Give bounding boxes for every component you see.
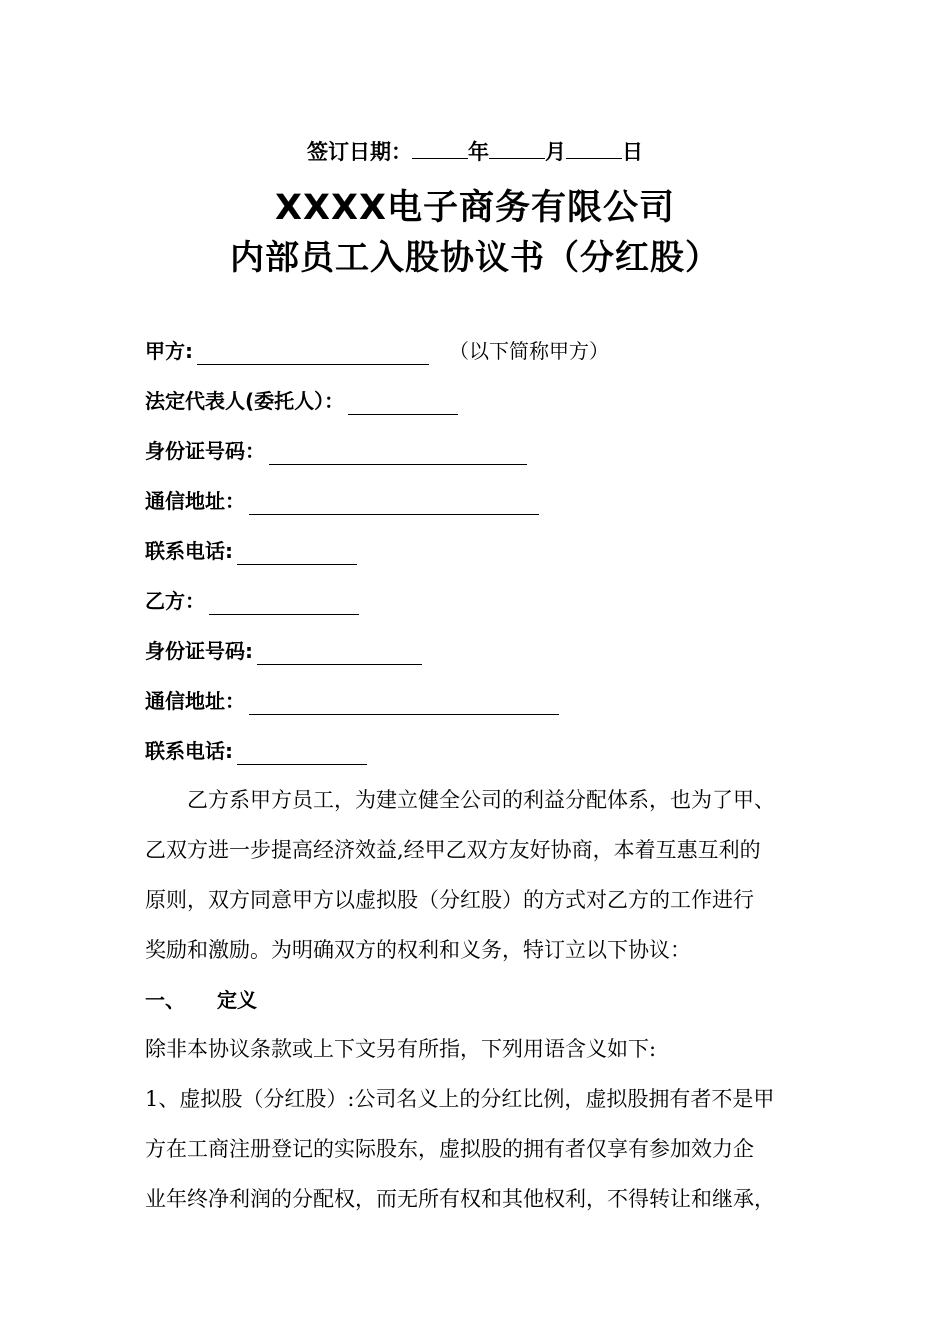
address-b-label: 通信地址：	[145, 689, 245, 713]
agreement-title: 内部员工入股协议书（分红股）	[230, 238, 720, 278]
intro-line: 乙双方进一步提高经济效益,经甲乙双方友好协商，本着互惠互利的	[145, 838, 761, 862]
id-number-a-blank[interactable]	[269, 442, 527, 465]
company-title: XXXX电子商务有限公司	[275, 188, 675, 228]
day-label: 日	[622, 140, 643, 164]
legal-rep-label: 法定代表人(委托人）：	[145, 389, 345, 413]
phone-a-label: 联系电话:	[145, 539, 233, 563]
year-label: 年	[468, 140, 489, 164]
phone-b-blank[interactable]	[237, 742, 367, 765]
year-blank[interactable]	[412, 138, 468, 159]
intro-line: 乙方系甲方员工，为建立健全公司的利益分配体系，也为了甲、	[187, 788, 775, 812]
definition-line: 1、虚拟股（分红股）:公司名义上的分红比例，虚拟股拥有者不是甲	[145, 1087, 775, 1111]
party-a-field	[145, 337, 609, 365]
phone-b-field	[145, 737, 367, 765]
section-body	[145, 1024, 807, 1224]
party-a-label: 甲方:	[145, 339, 193, 363]
intro-paragraph	[145, 775, 807, 975]
definition-line: 业年终净利润的分配权，而无所有权和其他权利，不得转让和继承，	[145, 1187, 775, 1211]
id-number-b-field	[145, 637, 422, 665]
address-b-field	[145, 687, 559, 715]
phone-a-blank[interactable]	[237, 542, 357, 565]
id-number-a-field	[145, 437, 527, 465]
party-b-field	[145, 587, 359, 615]
id-number-b-blank[interactable]	[257, 642, 422, 665]
intro-line: 奖励和激励。为明确双方的权利和义务，特订立以下协议：	[145, 938, 691, 962]
id-number-b-label: 身份证号码:	[145, 639, 253, 663]
party-b-label: 乙方：	[145, 589, 205, 613]
address-a-field	[145, 487, 539, 515]
section-title: 定义	[217, 988, 257, 1012]
phone-a-field	[145, 537, 357, 565]
section-heading	[145, 984, 257, 1013]
section-lead: 除非本协议条款或上下文另有所指，下列用语含义如下:	[145, 1037, 657, 1061]
address-a-blank[interactable]	[249, 492, 539, 515]
day-blank[interactable]	[566, 138, 622, 159]
intro-line: 原则，双方同意甲方以虚拟股（分红股）的方式对乙方的工作进行	[145, 888, 754, 912]
month-label: 月	[545, 140, 566, 164]
address-a-label: 通信地址：	[145, 489, 245, 513]
phone-b-label: 联系电话:	[145, 739, 233, 763]
id-number-a-label: 身份证号码：	[145, 439, 265, 463]
legal-rep-field	[145, 387, 458, 415]
party-a-note: （以下简称甲方）	[449, 339, 609, 363]
party-b-blank[interactable]	[209, 592, 359, 615]
sign-date-label: 签订日期：	[307, 140, 412, 164]
month-blank[interactable]	[489, 138, 545, 159]
party-a-blank[interactable]	[197, 342, 429, 365]
address-b-blank[interactable]	[249, 692, 559, 715]
sign-date-line	[0, 136, 950, 166]
definition-line: 方在工商注册登记的实际股东，虚拟股的拥有者仅享有参加效力企	[145, 1137, 754, 1161]
legal-rep-blank[interactable]	[348, 392, 458, 415]
section-number: 一、	[145, 988, 185, 1012]
